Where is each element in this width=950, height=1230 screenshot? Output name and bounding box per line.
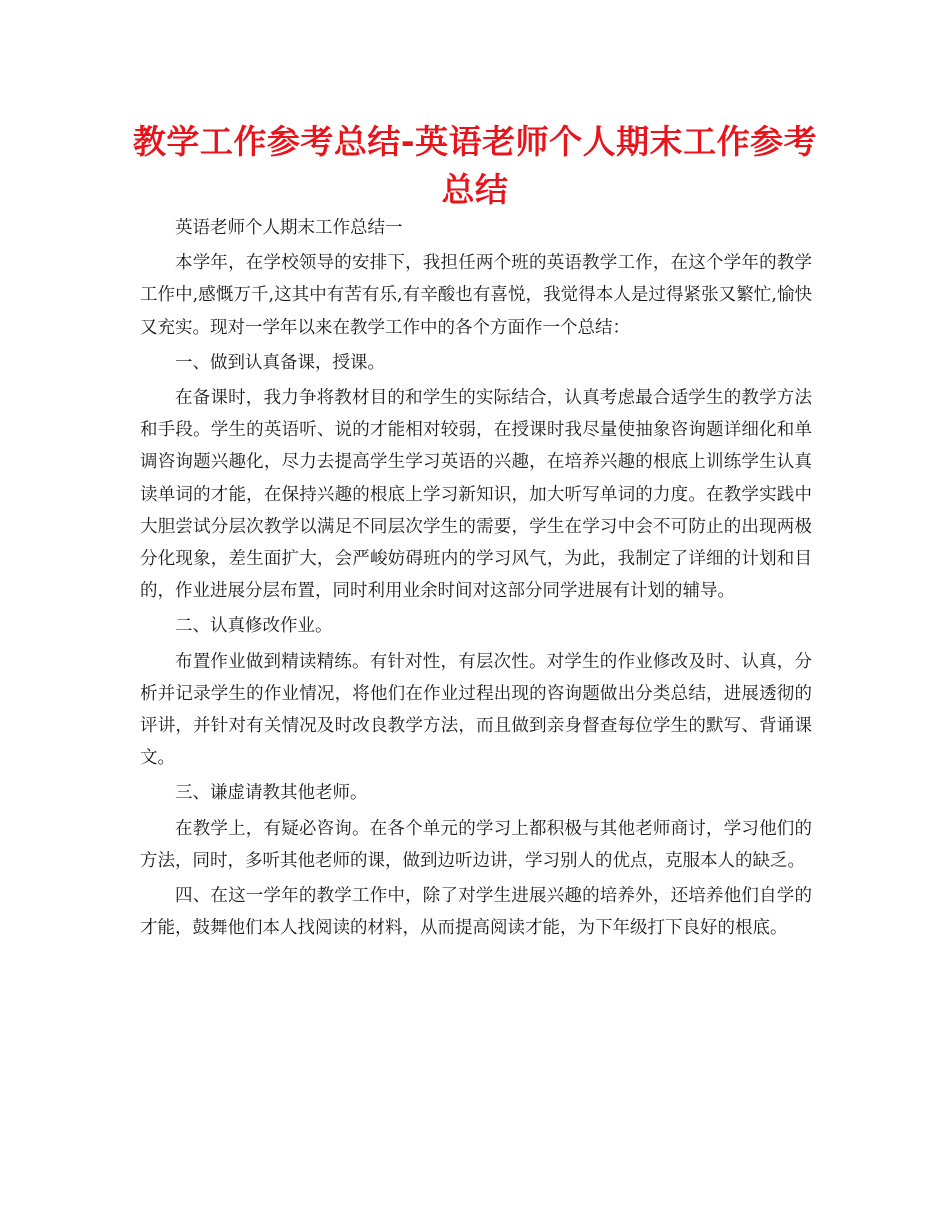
paragraph-consult: 在教学上，有疑必咨询。在各个单元的学习上都积极与其他老师商讨，学习他们的方法，同时，多听其他老师的课，做到边听边讲，学习别人的优点，克服本人的缺乏。 [140,818,812,871]
intro-paragraph: 本学年，在学校领导的安排下，我担任两个班的英语教学工作，在这个学年的教学工作中,感慨万千,这其中有苦有乐,有辛酸也有喜悦，我觉得本人是过得紧张又繁忙,愉快又充实。现对一学年以来在教学工作中的各个方面作一个总结： [140,253,812,338]
heading-two: 二、认真修改作业。 [175,616,333,637]
section-subtitle: 英语老师个人期末工作总结一 [175,218,403,238]
heading-three: 三、谦虚请教其他老师。 [175,783,368,804]
document-body [140,212,812,944]
document-title: 教学工作参考总结-英语老师个人期末工作参考总结 [132,122,818,209]
heading-one: 一、做到认真备课，授课。 [175,352,385,373]
paragraph-four: 四、在这一学年的教学工作中，除了对学生进展兴趣的培养外，还培养他们自学的才能，鼓舞他们本人找阅读的材料，从而提高阅读才能，为下年级打下良好的根底。 [140,886,812,939]
paragraph-lesson-prep: 在备课时，我力争将教材目的和学生的实际结合，认真考虑最合适学生的教学方法和手段。学生的英语听、说的才能相对较弱，在授课时我尽量使抽象咨询题详细化和单调咨询题兴趣化，尽力去提高学生学习英语的兴趣，在培养兴趣的根底上训练学生认真读单词的才能，在保持兴趣的根底上学习新知识，加大听写单词的力度。在教学实践中大胆尝试分层次教学以满足不同层次学生的需要，学生在学习中会不可防止的出现两极分化现象，差生面扩大，会严峻妨碍班内的学习风气，为此，我制定了详细的计划和目的，作业进展分层布置，同时利用业余时间对这部分同学进展有计划的辅导。 [140,388,812,602]
paragraph-homework: 布置作业做到精读精练。有针对性，有层次性。对学生的作业修改及时、认真，分析并记录学生的作业情况，将他们在作业过程出现的咨询题做出分类总结，进展透彻的评讲，并针对有关情况及时改良教学方法，而且做到亲身督查每位学生的默写、背诵课文。 [140,651,812,769]
